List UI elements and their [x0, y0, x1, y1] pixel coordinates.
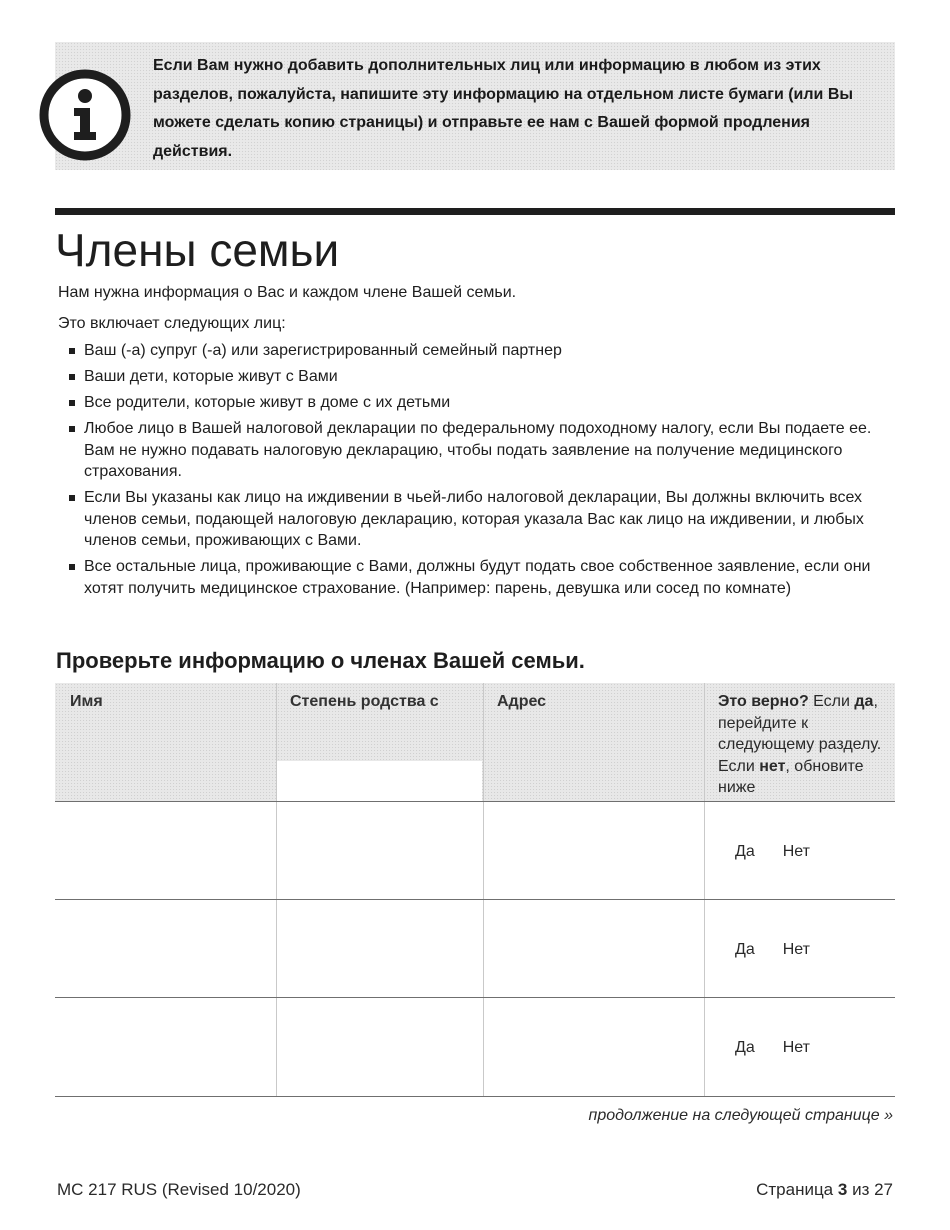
- form-id: MC 217 RUS (Revised 10/2020): [57, 1180, 301, 1199]
- table-row: [55, 802, 895, 900]
- no-option[interactable]: Нет: [782, 843, 810, 860]
- column-header-correct: Это верно? Если да, перейдите к следующему разделу. Если нет, обновите ниже: [718, 693, 882, 796]
- list-item: [66, 418, 886, 483]
- bullet-text: Ваш (-а) супруг (-а) или зарегистрированный семейный партнер: [84, 342, 562, 359]
- column-header-relation: Степень родства с: [290, 693, 439, 710]
- household-bullets: [66, 340, 886, 604]
- column-header-address: Адрес: [497, 693, 547, 710]
- bullet-text: Все остальные лица, проживающие с Вами, должны будут подать свое собственное заявление, если они хотят получить медицинское страхование. (Например: парень, девушка или сосед по комнате): [84, 558, 871, 597]
- bullet-text: Любое лицо в Вашей налоговой декларации по федеральному подоходному налогу, если Вы подаете ее. Вам не нужно подавать налоговую декларацию, чтобы подать заявление на получение медицинского страхования.: [84, 420, 872, 480]
- bullet-icon: [69, 426, 75, 432]
- page-number: Страница 3 из 27: [756, 1180, 893, 1199]
- list-item: [66, 366, 886, 388]
- list-item: [66, 487, 886, 552]
- no-option[interactable]: Нет: [782, 1039, 810, 1056]
- no-option[interactable]: Нет: [782, 941, 810, 958]
- bullet-text: Если Вы указаны как лицо на иждивении в чьей-либо налоговой декларации, Вы должны включить всех членов семьи, подающей налоговую декларацию, которая указала Вас как лицо на иждивении, и любых членов семьи, проживающих с Вами.: [84, 489, 864, 549]
- bullet-icon: [69, 374, 75, 380]
- yes-no-choice: [735, 1039, 810, 1057]
- yes-option[interactable]: Да: [735, 1039, 755, 1056]
- bullet-icon: [69, 400, 75, 406]
- yes-no-choice: [735, 941, 810, 959]
- continue-note: продолжение на следующей странице »: [588, 1107, 893, 1124]
- list-item: [66, 340, 886, 362]
- bullet-text: Ваши дети, которые живут с Вами: [84, 368, 338, 385]
- includes-text: Это включает следующих лиц:: [58, 315, 286, 332]
- yes-option[interactable]: Да: [735, 843, 755, 860]
- bullet-icon: [69, 348, 75, 354]
- page-title: Члены семьи: [55, 224, 340, 276]
- row-divider: [55, 1096, 895, 1097]
- list-item: [66, 556, 886, 599]
- bullet-icon: [69, 564, 75, 570]
- column-header-name: Имя: [70, 693, 103, 710]
- list-item: [66, 392, 886, 414]
- bullet-icon: [69, 495, 75, 501]
- bullet-text: Все родители, которые живут в доме с их детьми: [84, 394, 451, 411]
- intro-text: Нам нужна информация о Вас и каждом члене Вашей семьи.: [58, 284, 517, 301]
- yes-no-choice: [735, 843, 810, 861]
- info-icon: [38, 68, 132, 162]
- section-divider: [55, 208, 895, 215]
- section-title: Проверьте информацию о членах Вашей семьи.: [56, 648, 585, 673]
- yes-option[interactable]: Да: [735, 941, 755, 958]
- info-text: Если Вам нужно добавить дополнительных лиц или информацию в любом из этих разделов, пожалуйста, напишите эту информацию на отдельном листе бумаги (или Вы можете сделать копию страницы) и отправьте ее нам с Вашей формой продления действия.: [153, 57, 854, 160]
- relation-input[interactable]: [277, 761, 482, 801]
- household-table: [55, 683, 895, 1097]
- table-row: [55, 998, 895, 1096]
- table-row: [55, 900, 895, 998]
